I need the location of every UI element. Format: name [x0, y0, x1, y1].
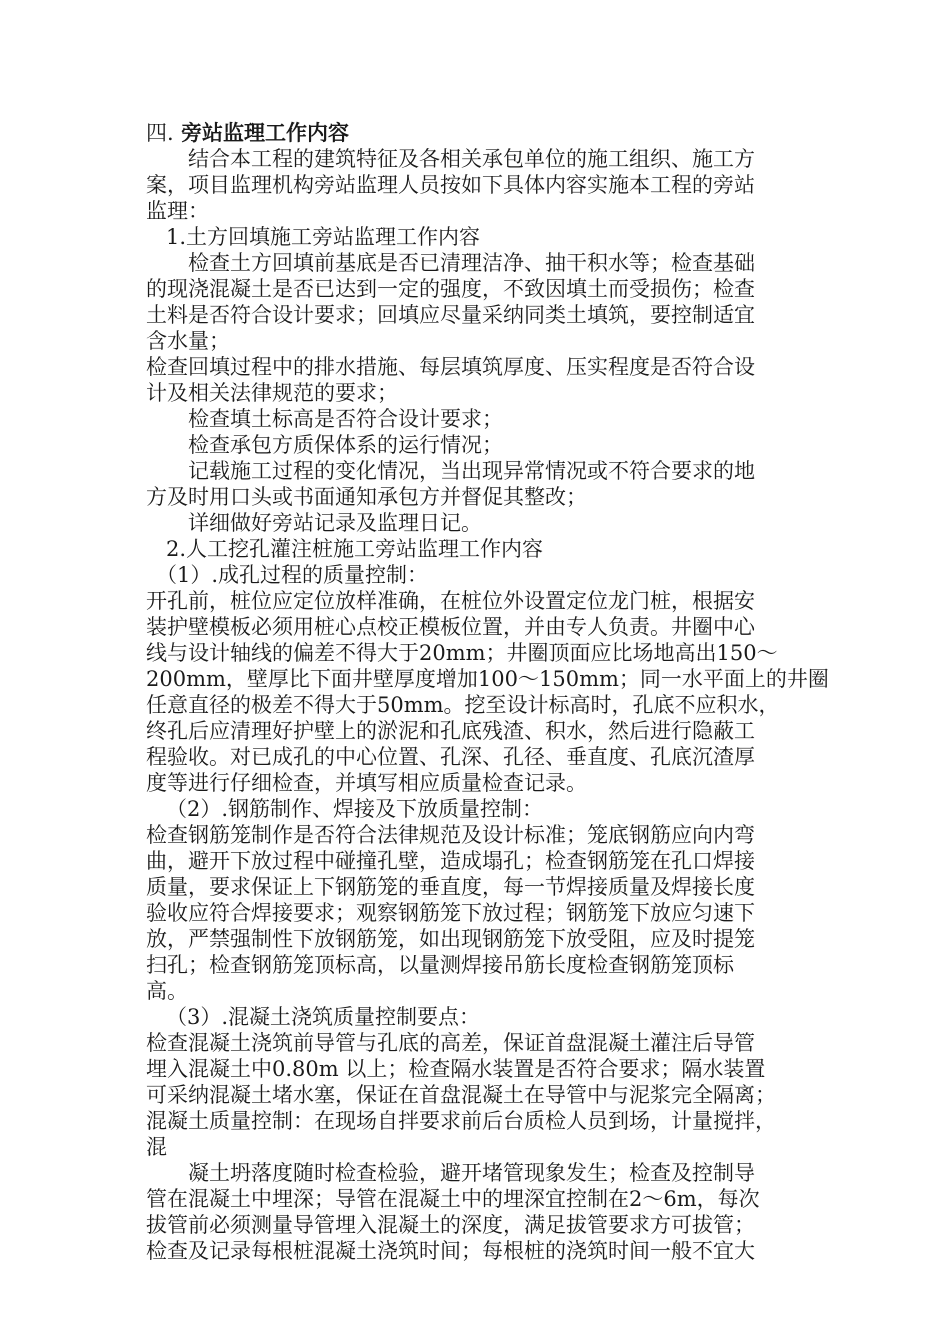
paragraph-line: 监理：: [146, 199, 209, 223]
subsection-heading: 2.人工挖孔灌注桩施工旁站监理工作内容: [166, 537, 544, 561]
section-title: 旁站监理工作内容: [181, 120, 349, 145]
paragraph-line: 检查混凝土浇筑前导管与孔底的高差，保证首盘混凝土灌注后导管: [146, 1031, 755, 1055]
paragraph-line: 检查及记录每根桩混凝土浇筑时间；每根桩的浇筑时间一般不宜大: [146, 1239, 755, 1263]
paragraph-line: 结合本工程的建筑特征及各相关承包单位的施工组织、施工方: [188, 147, 755, 171]
paragraph-line: 检查填土标高是否符合设计要求；: [188, 407, 503, 431]
paragraph-line: 埋入混凝土中0.80m 以上；检查隔水装置是否符合要求；隔水装置: [146, 1057, 766, 1081]
paragraph-line: 扫孔；检查钢筋笼顶标高，以量测焊接吊筋长度检查钢筋笼顶标: [146, 953, 734, 977]
item-heading: （2）.钢筋制作、焊接及下放质量控制：: [166, 797, 544, 821]
paragraph-line: 度等进行仔细检查，并填写相应质量检查记录。: [146, 771, 587, 795]
paragraph-line: 200mm，壁厚比下面井壁厚度增加100～150mm；同一水平面上的井圈: [146, 667, 829, 691]
item-heading: （1）.成孔过程的质量控制：: [156, 563, 429, 587]
paragraph-line: 可采纳混凝土堵水塞，保证在首盘混凝土在导管中与泥浆完全隔离；: [146, 1083, 776, 1107]
paragraph-line: 拔管前必须测量导管埋入混凝土的深度，满足拔管要求方可拔管；: [146, 1213, 755, 1237]
paragraph-line: 方及时用口头或书面通知承包方并督促其整改；: [146, 485, 587, 509]
paragraph-line: 详细做好旁站记录及监理日记。: [188, 511, 482, 535]
paragraph-line: 的现浇混凝土是否已达到一定的强度，不致因填土而受损伤；检查: [146, 277, 755, 301]
paragraph-line: 计及相关法律规范的要求；: [146, 381, 398, 405]
paragraph-line: 高。: [146, 979, 188, 1003]
item-heading: （3）.混凝土浇筑质量控制要点：: [166, 1005, 481, 1029]
subsection-heading: 1.土方回填施工旁站监理工作内容: [166, 225, 481, 249]
paragraph-line: 任意直径的极差不得大于50mm。挖至设计标高时，孔底不应积水，: [146, 693, 780, 717]
paragraph-line: 开孔前，桩位应定位放样准确，在桩位外设置定位龙门桩，根据安: [146, 589, 755, 613]
paragraph-line: 含水量；: [146, 329, 230, 353]
paragraph-line: 验收应符合焊接要求；观察钢筋笼下放过程；钢筋笼下放应匀速下: [146, 901, 755, 925]
paragraph-line: 混凝土质量控制：在现场自拌要求前后台质检人员到场，计量搅拌，: [146, 1109, 776, 1133]
paragraph-line: 线与设计轴线的偏差不得大于20mm；井圈顶面应比场地高出150～: [146, 641, 778, 665]
paragraph-line: 检查承包方质保体系的运行情况；: [188, 433, 503, 457]
paragraph-line: 土料是否符合设计要求；回填应尽量采纳同类土填筑，要控制适宜: [146, 303, 755, 327]
paragraph-line: 终孔后应清理好护壁上的淤泥和孔底残渣、积水，然后进行隐蔽工: [146, 719, 755, 743]
paragraph-line: 混: [146, 1135, 167, 1159]
paragraph-line: 曲，避开下放过程中碰撞孔壁，造成塌孔；检查钢筋笼在孔口焊接: [146, 849, 755, 873]
paragraph-line: 程验收。对已成孔的中心位置、孔深、孔径、垂直度、孔底沉渣厚: [146, 745, 755, 769]
paragraph-line: 放，严禁强制性下放钢筋笼，如出现钢筋笼下放受阻，应及时提笼: [146, 927, 755, 951]
section-heading: [146, 120, 349, 146]
paragraph-line: 检查土方回填前基底是否已清理洁净、抽干积水等；检查基础: [188, 251, 755, 275]
paragraph-line: 检查钢筋笼制作是否符合法律规范及设计标准；笼底钢筋应向内弯: [146, 823, 755, 847]
paragraph-line: 记载施工过程的变化情况，当出现异常情况或不符合要求的地: [188, 459, 755, 483]
paragraph-line: 装护壁模板必须用桩心点校正模板位置，并由专人负责。井圈中心: [146, 615, 755, 639]
paragraph-line: 凝土坍落度随时检查检验，避开堵管现象发生；检查及控制导: [188, 1161, 755, 1185]
paragraph-line: 案，项目监理机构旁站监理人员按如下具体内容实施本工程的旁站: [146, 173, 755, 197]
paragraph-line: 管在混凝土中埋深；导管在混凝土中的埋深宜控制在2～6m，每次: [146, 1187, 760, 1211]
paragraph-line: 质量，要求保证上下钢筋笼的垂直度，每一节焊接质量及焊接长度: [146, 875, 755, 899]
section-number: 四.: [146, 121, 174, 145]
paragraph-line: 检查回填过程中的排水措施、每层填筑厚度、压实程度是否符合设: [146, 355, 755, 379]
